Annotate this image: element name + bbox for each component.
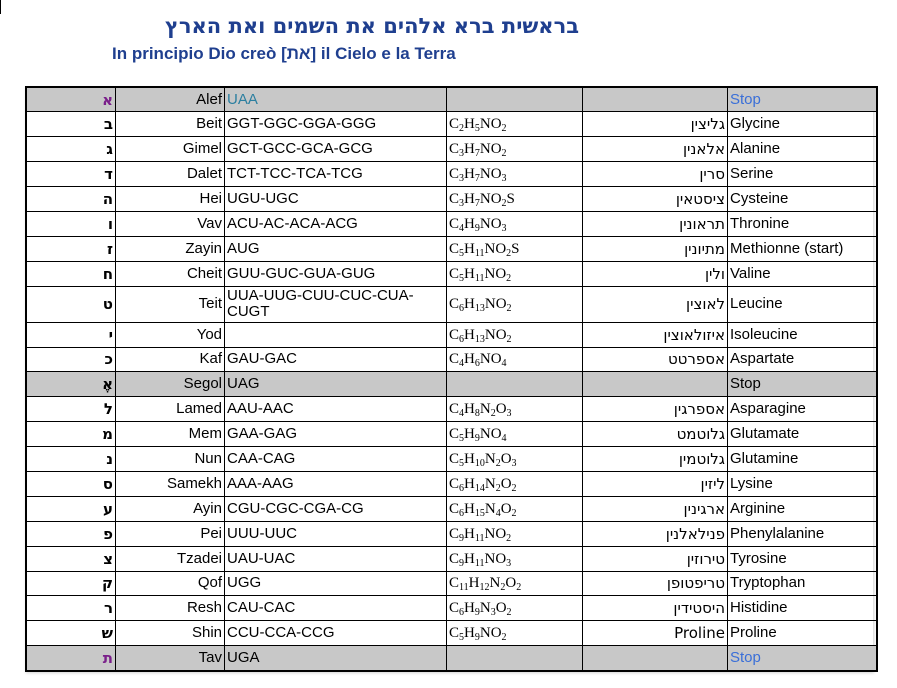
molecular-formula: $C_{11}H_{12}N_2O_2$ (449, 575, 522, 594)
hebrew-letter-cell: י (26, 322, 116, 347)
formula-cell (447, 621, 583, 646)
molecular-formula: $C_6H_{15}N_4O_2$ (449, 500, 517, 519)
table-row (26, 496, 877, 521)
table-row (26, 372, 877, 397)
formula-cell (447, 87, 583, 112)
hebrew-amino-cell (583, 397, 728, 422)
hebrew-letter-cell: מ (26, 422, 116, 447)
hebrew-amino-cell (583, 137, 728, 162)
letter-name-cell: Tzadei (116, 546, 225, 571)
amino-acid-cell: Cysteine (728, 187, 878, 212)
hebrew-amino-cell (583, 112, 728, 137)
edge-mark (0, 0, 1, 14)
letter-name-cell: Segol (116, 372, 225, 397)
hebrew-amino-cell (583, 546, 728, 571)
hebrew-amino-cell (583, 372, 728, 397)
molecular-formula: $C_5H_{11}NO_2S$ (449, 240, 520, 259)
letter-name-cell: Nun (116, 447, 225, 472)
codons-cell: AAA-AAG (225, 471, 447, 496)
table-row (26, 596, 877, 621)
amino-acid-cell: Glycine (728, 112, 878, 137)
amino-acid-cell: Serine (728, 162, 878, 187)
hebrew-amino-cell (583, 521, 728, 546)
formula-cell (447, 571, 583, 596)
hebrew-amino-name: ולין (704, 264, 725, 283)
formula-cell (447, 596, 583, 621)
molecular-formula: $C_5H_9NO_4$ (449, 426, 507, 445)
table-row (26, 471, 877, 496)
hebrew-letter-cell: ג (26, 137, 116, 162)
formula-cell (447, 521, 583, 546)
amino-acid-cell: Alanine (728, 137, 878, 162)
amino-acid-cell: Glutamate (728, 422, 878, 447)
hebrew-letter-cell: צ (26, 546, 116, 571)
hebrew-amino-cell (583, 621, 728, 646)
formula-cell (447, 236, 583, 261)
amino-acid-cell: Histidine (728, 596, 878, 621)
letter-name-cell: Gimel (116, 137, 225, 162)
letter-name-cell: Tav (116, 646, 225, 671)
hebrew-letter-cell: ה (26, 187, 116, 212)
hebrew-amino-cell (583, 596, 728, 621)
hebrew-amino-cell (583, 211, 728, 236)
hebrew-letter-cell: ת (26, 646, 116, 671)
table-row (26, 211, 877, 236)
hebrew-amino-cell (583, 447, 728, 472)
hebrew-amino-name: ליזין (700, 474, 725, 493)
hebrew-amino-name: לאוצין (686, 295, 725, 314)
hebrew-letter-cell: ע (26, 496, 116, 521)
hebrew-amino-name: היסטידין (673, 599, 725, 618)
letter-name-cell: Resh (116, 596, 225, 621)
letter-name-cell: Qof (116, 571, 225, 596)
hebrew-amino-name: טריפטופן (666, 574, 725, 593)
amino-acid-cell: Stop (728, 646, 878, 671)
letter-name-cell: Beit (116, 112, 225, 137)
codons-cell: UUA-UUG-CUU-CUC-CUA-CUGT (225, 286, 447, 322)
molecular-formula: $C_5H_{10}N_2O_3$ (449, 451, 517, 470)
hebrew-amino-cell (583, 471, 728, 496)
table-row (26, 137, 877, 162)
codons-cell: GCT-GCC-GCA-GCG (225, 137, 447, 162)
formula-cell (447, 211, 583, 236)
formula-cell (447, 447, 583, 472)
letter-name-cell: Cheit (116, 261, 225, 286)
amino-acid-cell: Leucine (728, 286, 878, 322)
formula-cell (447, 286, 583, 322)
hebrew-amino-name: סרין (699, 165, 725, 184)
hebrew-letter-cell: ז (26, 236, 116, 261)
hebrew-amino-name: אספרגין (673, 400, 725, 419)
hebrew-amino-name: גליצין (690, 115, 725, 134)
letter-name-cell: Mem (116, 422, 225, 447)
hebrew-amino-name: ציסטאין (675, 190, 725, 208)
hebrew-amino-cell (583, 422, 728, 447)
hebrew-letter-cell: ל (26, 397, 116, 422)
amino-acid-cell: Arginine (728, 496, 878, 521)
molecular-formula: $C_3H_7NO_2S$ (449, 191, 515, 209)
letter-name-cell: Shin (116, 621, 225, 646)
codons-cell: UGU-UGC (225, 187, 447, 212)
table-row (26, 447, 877, 472)
table-row (26, 347, 877, 372)
codons-cell (225, 322, 447, 347)
table-row (26, 521, 877, 546)
table-row (26, 112, 877, 137)
amino-acid-cell: Stop (728, 372, 878, 397)
table-row (26, 646, 877, 671)
codons-cell: UAG (225, 372, 447, 397)
hebrew-amino-name: איזולאוצין (663, 325, 725, 344)
codons-cell: TCT-TCC-TCA-TCG (225, 162, 447, 187)
hebrew-letter-cell: ו (26, 211, 116, 236)
formula-cell (447, 496, 583, 521)
formula-cell (447, 422, 583, 447)
formula-cell (447, 112, 583, 137)
formula-cell (447, 372, 583, 397)
letter-name-cell: Zayin (116, 236, 225, 261)
table-row (26, 286, 877, 322)
amino-acid-cell: Isoleucine (728, 322, 878, 347)
letter-name-cell: Pei (116, 521, 225, 546)
table-row (26, 162, 877, 187)
letter-name-cell: Kaf (116, 347, 225, 372)
hebrew-amino-cell (583, 571, 728, 596)
hebrew-letter-cell: ס (26, 471, 116, 496)
hebrew-amino-name: אלאנין (682, 140, 725, 159)
amino-acid-cell: Tyrosine (728, 546, 878, 571)
hebrew-amino-cell (583, 646, 728, 671)
molecular-formula: $C_9H_{11}NO_3$ (449, 550, 512, 569)
amino-acid-cell: Aspartate (728, 347, 878, 372)
letter-name-cell: Alef (116, 87, 225, 112)
molecular-formula: $C_5H_9NO_2$ (449, 625, 507, 644)
formula-cell (447, 347, 583, 372)
formula-cell (447, 261, 583, 286)
hebrew-amino-name: Proline (674, 624, 725, 643)
letter-name-cell: Yod (116, 322, 225, 347)
amino-acid-cell: Asparagine (728, 397, 878, 422)
hebrew-letter-cell: אֶ (26, 372, 116, 397)
codons-cell: UGG (225, 571, 447, 596)
hebrew-letter-cell: נ (26, 447, 116, 472)
letter-name-cell: Dalet (116, 162, 225, 187)
formula-cell (447, 322, 583, 347)
table-row (26, 422, 877, 447)
hebrew-letter-cell: ק (26, 571, 116, 596)
hebrew-letter-cell: א (26, 87, 116, 112)
letter-name-cell: Teit (116, 286, 225, 322)
table-row (26, 322, 877, 347)
letter-name-cell: Hei (116, 187, 225, 212)
molecular-formula: $C_5H_{11}NO_2$ (449, 265, 512, 284)
table-row (26, 187, 877, 212)
amino-acid-cell: Lysine (728, 471, 878, 496)
formula-cell (447, 546, 583, 571)
codon-table (25, 86, 878, 672)
codons-cell: CAA-CAG (225, 447, 447, 472)
molecular-formula: $C_9H_{11}NO_2$ (449, 525, 512, 544)
hebrew-letter-cell: ח (26, 261, 116, 286)
formula-cell (447, 162, 583, 187)
hebrew-amino-name: תראונין (679, 214, 725, 233)
codons-cell: UUU-UUC (225, 521, 447, 546)
hebrew-amino-cell (583, 87, 728, 112)
hebrew-amino-cell (583, 187, 728, 212)
amino-acid-cell: Thronine (728, 211, 878, 236)
title-italian: In principio Dio creò [את] il Cielo e la Terra (112, 44, 456, 63)
hebrew-amino-cell (583, 286, 728, 322)
hebrew-amino-name: פנילאלנין (665, 524, 725, 543)
hebrew-letter-cell: ר (26, 596, 116, 621)
hebrew-amino-name: אספרטט (667, 350, 725, 369)
codon-table-body (26, 87, 877, 671)
formula-cell (447, 471, 583, 496)
table-row (26, 621, 877, 646)
codons-cell: CGU-CGC-CGA-CG (225, 496, 447, 521)
molecular-formula: $C_2H_5NO_2$ (449, 116, 507, 135)
hebrew-letter-cell: כ (26, 347, 116, 372)
molecular-formula: $C_4H_9NO_3$ (449, 215, 507, 234)
hebrew-amino-name: טירוזין (686, 549, 725, 568)
table-row (26, 261, 877, 286)
formula-cell (447, 646, 583, 671)
table-row (26, 571, 877, 596)
hebrew-amino-name: מתיונין (684, 239, 725, 258)
codons-cell: GUU-GUC-GUA-GUG (225, 261, 447, 286)
codons-cell: UGA (225, 646, 447, 671)
hebrew-amino-cell (583, 261, 728, 286)
amino-acid-cell: Methionne (start) (728, 236, 878, 261)
hebrew-letter-cell: ד (26, 162, 116, 187)
formula-cell (447, 397, 583, 422)
molecular-formula: $C_4H_8N_2O_3$ (449, 401, 512, 420)
table-row (26, 546, 877, 571)
molecular-formula: $C_6H_{13}NO_2$ (449, 296, 512, 315)
hebrew-amino-cell (583, 236, 728, 261)
codons-cell: GGT-GGC-GGA-GGG (225, 112, 447, 137)
hebrew-amino-name: ארגינין (683, 499, 725, 518)
letter-name-cell: Ayin (116, 496, 225, 521)
codons-cell: UAA (225, 87, 447, 112)
codons-cell: ACU-AC-ACA-ACG (225, 211, 447, 236)
letter-name-cell: Samekh (116, 471, 225, 496)
molecular-formula: $C_6H_9N_3O_2$ (449, 600, 512, 619)
table-row (26, 397, 877, 422)
molecular-formula: $C_3H_7NO_3$ (449, 166, 507, 185)
hebrew-amino-cell (583, 496, 728, 521)
hebrew-letter-cell: ב (26, 112, 116, 137)
hebrew-letter-cell: ש (26, 621, 116, 646)
hebrew-amino-cell (583, 162, 728, 187)
hebrew-letter-cell: ט (26, 286, 116, 322)
table-row (26, 236, 877, 261)
amino-acid-cell: Valine (728, 261, 878, 286)
molecular-formula: $C_6H_{14}N_2O_2$ (449, 475, 517, 494)
letter-name-cell: Lamed (116, 397, 225, 422)
formula-cell (447, 137, 583, 162)
codons-cell: AAU-AAC (225, 397, 447, 422)
hebrew-amino-cell (583, 322, 728, 347)
codons-cell: GAU-GAC (225, 347, 447, 372)
letter-name-cell: Vav (116, 211, 225, 236)
title-hebrew: בראשית ברא אלהים את השמים ואת הארץ (164, 14, 580, 38)
codons-cell: UAU-UAC (225, 546, 447, 571)
hebrew-amino-name: גלוטמין (678, 450, 725, 469)
amino-acid-cell: Tryptophan (728, 571, 878, 596)
amino-acid-cell: Phenylalanine (728, 521, 878, 546)
codons-cell: CCU-CCA-CCG (225, 621, 447, 646)
molecular-formula: $C_3H_7NO_2$ (449, 141, 507, 160)
hebrew-letter-cell: פ (26, 521, 116, 546)
amino-acid-cell: Stop (728, 87, 878, 112)
hebrew-amino-cell (583, 347, 728, 372)
amino-acid-cell: Proline (728, 621, 878, 646)
molecular-formula: $C_6H_{13}NO_2$ (449, 326, 512, 345)
table-row (26, 87, 877, 112)
molecular-formula: $C_4H_6NO_4$ (449, 351, 507, 370)
codons-cell: CAU-CAC (225, 596, 447, 621)
hebrew-amino-name: גלוטמט (676, 425, 725, 444)
codons-cell: AUG (225, 236, 447, 261)
formula-cell (447, 187, 583, 212)
amino-acid-cell: Glutamine (728, 447, 878, 472)
codons-cell: GAA-GAG (225, 422, 447, 447)
